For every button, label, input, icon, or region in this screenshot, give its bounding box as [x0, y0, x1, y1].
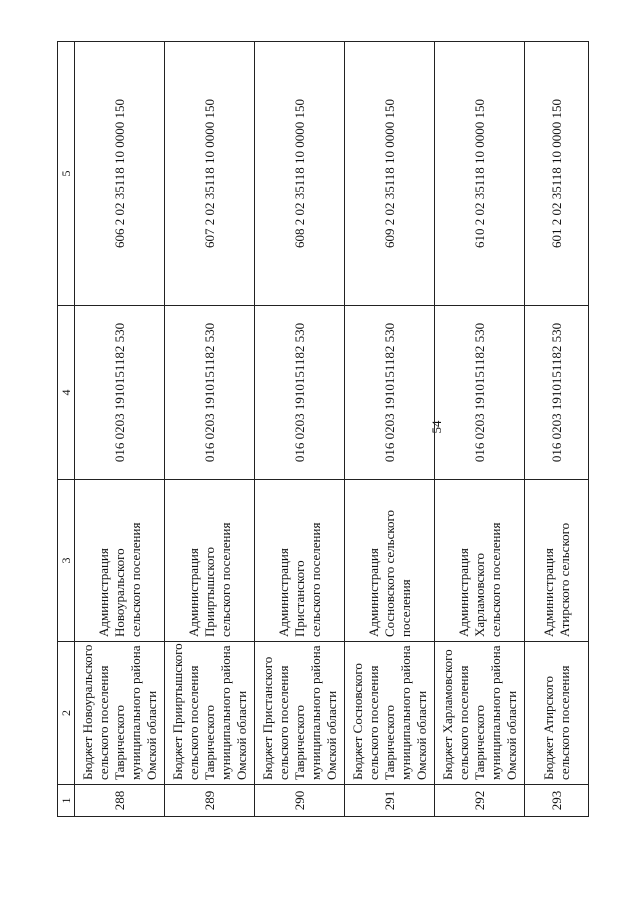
table-row: [345, 42, 435, 817]
administrator-cell: [525, 480, 589, 642]
administrator-cell: [165, 480, 255, 642]
administrator-line: Новоуральского: [111, 548, 127, 637]
income-code-cell: 610 2 02 35118 10 0000 150: [435, 42, 525, 306]
row-number-cell: 291: [345, 785, 435, 817]
administrator-line: Пристанского: [291, 560, 307, 637]
page-number: 54: [429, 420, 444, 434]
expense-code-cell: 016 0203 1910151182 530: [435, 306, 525, 480]
income-code-cell: 608 2 02 35118 10 0000 150: [255, 42, 345, 306]
table-row: [255, 42, 345, 817]
table-row: [75, 42, 165, 817]
income-code-cell: 607 2 02 35118 10 0000 150: [165, 42, 255, 306]
expense-code-cell: 016 0203 1910151182 530: [165, 306, 255, 480]
budget-name-line: Таврического: [291, 704, 307, 780]
administrator-line: сельского поселения: [217, 522, 233, 637]
budget-name-line: Таврического: [381, 704, 397, 780]
budget-name-line: Таврического: [111, 704, 127, 780]
budget-name-line: Омской области: [143, 690, 159, 780]
budget-name-line: Омской области: [323, 690, 339, 780]
row-number-cell: 292: [435, 785, 525, 817]
row-number-cell: 288: [75, 785, 165, 817]
budget-name-line: Омской области: [233, 690, 249, 780]
budget-name-line: сельского поселения: [275, 665, 291, 780]
administrator-cell: [345, 480, 435, 642]
budget-name-line: Бюджет Атирского: [540, 676, 556, 780]
budget-name-line: муниципального района: [397, 645, 413, 780]
budget-name-cell: [255, 642, 345, 785]
administrator-line: Администрация: [365, 548, 381, 637]
administrator-line: Харламовского: [471, 553, 487, 637]
budget-name-cell: [345, 642, 435, 785]
table-row: [525, 42, 589, 817]
expense-code-cell: 016 0203 1910151182 530: [75, 306, 165, 480]
column-header: 1: [58, 785, 75, 817]
budget-name-line: муниципального района: [127, 645, 143, 780]
budget-name-line: сельского поселения: [95, 665, 111, 780]
expense-code-cell: 016 0203 1910151182 530: [255, 306, 345, 480]
administrator-line: сельского поселения: [307, 522, 323, 637]
rotated-table-container: [57, 42, 572, 817]
budget-name-line: муниципального района: [487, 645, 503, 780]
budget-name-cell: [165, 642, 255, 785]
budget-name-line: сельского поселения: [556, 665, 572, 780]
budget-table: [57, 41, 589, 817]
administrator-line: Администрация: [95, 548, 111, 637]
budget-name-line: Омской области: [503, 690, 519, 780]
budget-name-line: Таврического: [201, 704, 217, 780]
administrator-line: сельского поселения: [127, 522, 143, 637]
column-header: 4: [58, 306, 75, 480]
income-code-cell: 606 2 02 35118 10 0000 150: [75, 42, 165, 306]
table-row: [435, 42, 525, 817]
budget-name-line: сельского поселения: [365, 665, 381, 780]
administrator-cell: [75, 480, 165, 642]
administrator-line: Прииртышского: [201, 547, 217, 637]
expense-code-cell: 016 0203 1910151182 530: [345, 306, 435, 480]
administrator-line: Сосновского сельского: [381, 509, 397, 637]
administrator-cell: [435, 480, 525, 642]
budget-name-line: Бюджет Прииртышского: [169, 643, 185, 780]
table-row: [165, 42, 255, 817]
administrator-line: Администрация: [540, 548, 556, 637]
budget-name-line: Омской области: [413, 690, 429, 780]
administrator-line: поселения: [397, 579, 413, 637]
budget-name-line: Бюджет Пристанского: [259, 656, 275, 780]
administrator-cell: [255, 480, 345, 642]
budget-name-line: муниципального района: [217, 645, 233, 780]
row-number-cell: 289: [165, 785, 255, 817]
budget-name-cell: [75, 642, 165, 785]
budget-name-line: Таврического: [471, 704, 487, 780]
row-number-cell: 293: [525, 785, 589, 817]
budget-name-line: сельского поселения: [455, 665, 471, 780]
budget-name-line: муниципального района: [307, 645, 323, 780]
budget-name-line: Бюджет Харламовского: [439, 649, 455, 780]
administrator-line: Администрация: [455, 548, 471, 637]
budget-name-line: Бюджет Новоуральского: [79, 644, 95, 780]
budget-name-line: сельского поселения: [185, 665, 201, 780]
expense-code-cell: 016 0203 1910151182 530: [525, 306, 589, 480]
budget-name-cell: [525, 642, 589, 785]
header-row: [58, 42, 75, 817]
income-code-cell: 601 2 02 35118 10 0000 150: [525, 42, 589, 306]
income-code-cell: 609 2 02 35118 10 0000 150: [345, 42, 435, 306]
column-header: 5: [58, 42, 75, 306]
administrator-line: Администрация: [185, 548, 201, 637]
budget-name-cell: [435, 642, 525, 785]
table-body: [75, 42, 589, 817]
administrator-line: сельского поселения: [487, 522, 503, 637]
row-number-cell: 290: [255, 785, 345, 817]
column-header: 2: [58, 642, 75, 785]
budget-name-line: Бюджет Сосновского: [349, 663, 365, 780]
administrator-line: Администрация: [275, 548, 291, 637]
administrator-line: Атирского сельского: [556, 522, 572, 637]
column-header: 3: [58, 480, 75, 642]
